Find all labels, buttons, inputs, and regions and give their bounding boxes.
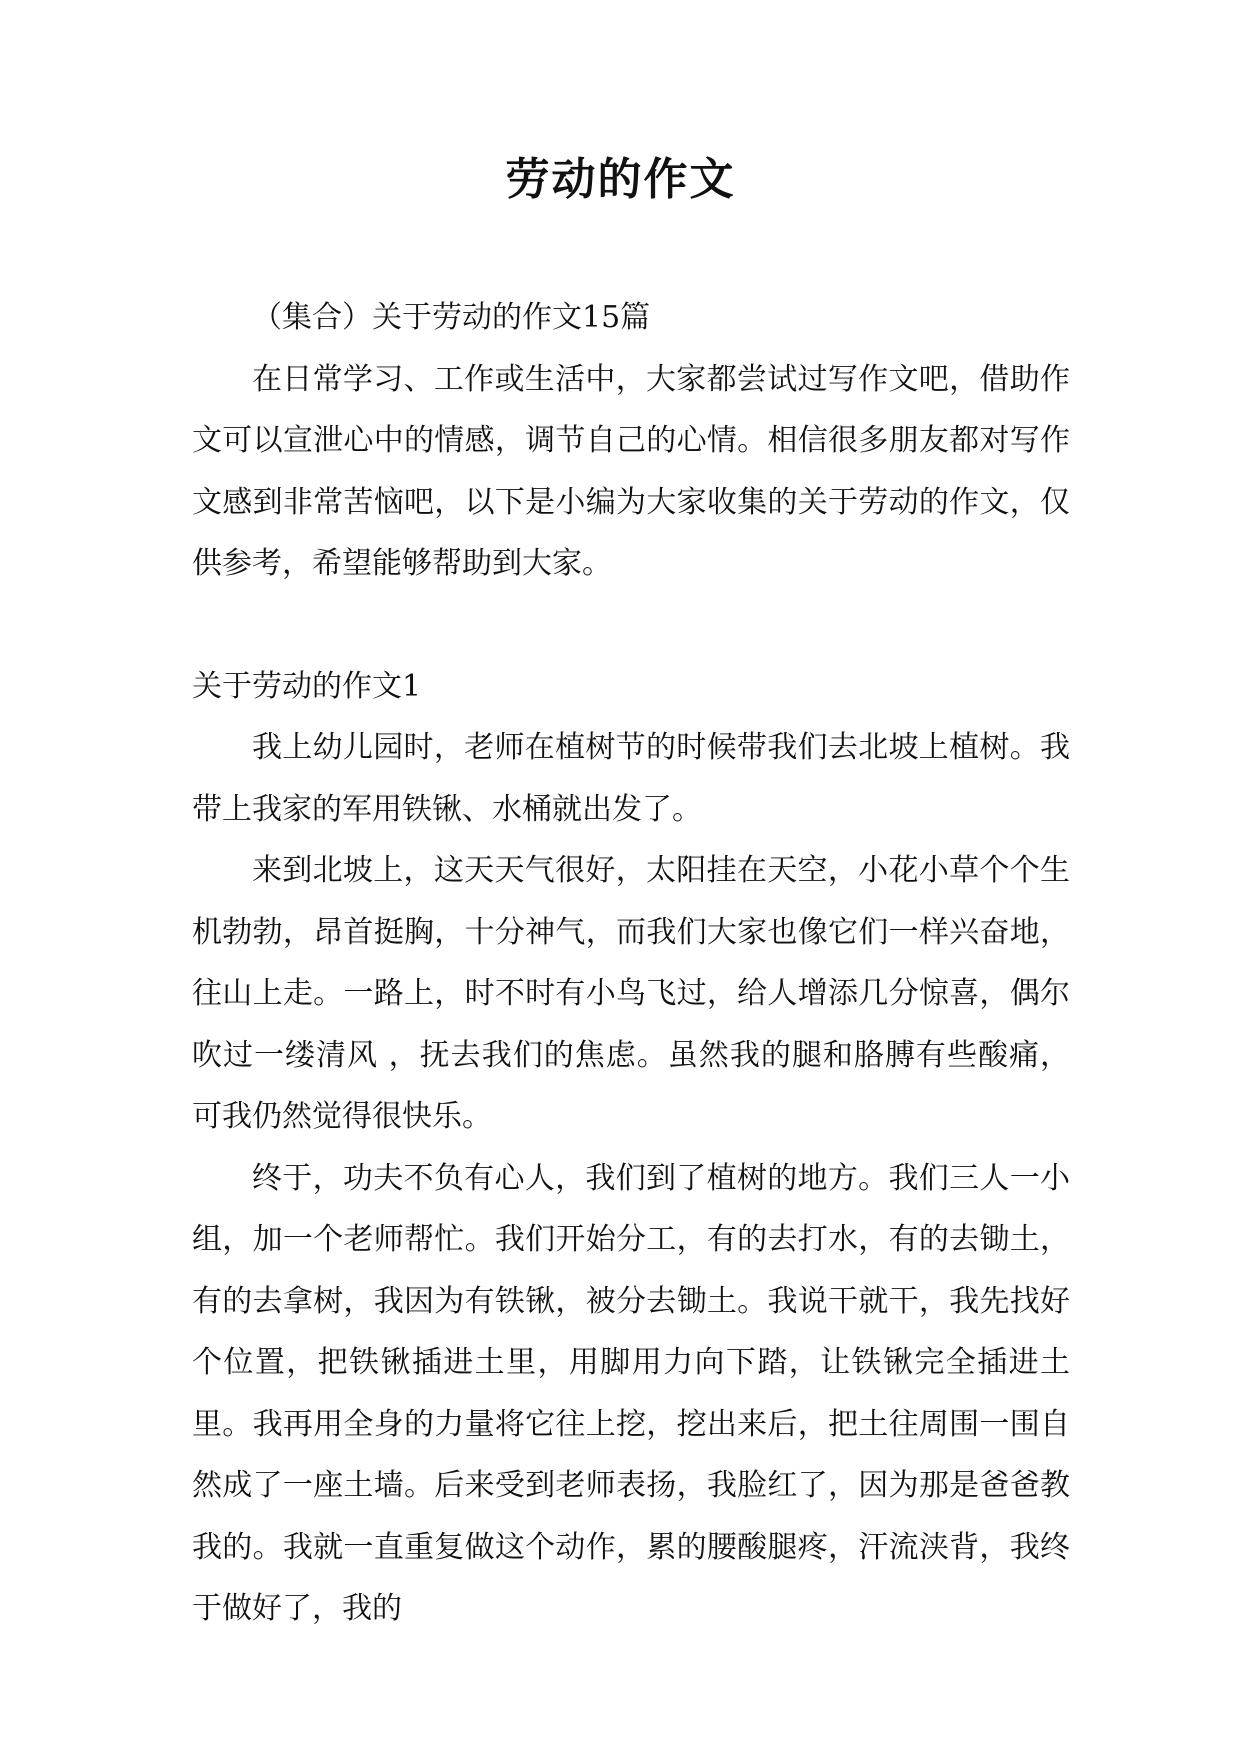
body-paragraph-1: 我上幼儿园时，老师在植树节的时候带我们去北坡上植树。我带上我家的军用铁锹、水桶就出发了。 bbox=[192, 730, 1070, 827]
body-paragraph-2: 来到北坡上，这天天气很好，太阳挂在天空，小花小草个个生机勃勃，昂首挺胸，十分神气，而我们大家也像它们一样兴奋地，往山上走。一路上，时不时有小鸟飞过，给人增添几分惊喜，偶尔 吹过一缕清风 ，抚去我们的焦虑。虽然我的腿和胳膊有些酸痛，可我仍然觉得很快乐。 bbox=[192, 853, 1070, 1134]
document-body bbox=[192, 287, 1070, 1640]
document-title: 劳动的作文 bbox=[505, 154, 736, 205]
intro-paragraph: 在日常学习、工作或生活中，大家都尝试过写作文吧，借助作文可以宣泄心中的情感，调节自己的心情。相信很多朋友都对写作文感到非常苦恼吧，以下是小编为大家收集的关于劳动的作文，仅供参考，希望能够帮助到大家。 bbox=[192, 361, 1070, 581]
document-subtitle: （集合）关于劳动的作文15篇 bbox=[252, 300, 651, 335]
section-heading: 关于劳动的作文1 bbox=[192, 668, 422, 704]
body-paragraph-3: 终于，功夫不负有心人，我们到了植树的地方。我们三人一小组，加一个老师帮忙。我们开始分工，有的去打水，有的去锄土，有的去拿树，我因为有铁锹，被分去锄土。我说干就干，我先找好个位置，把铁锹插进土里，用脚用力向下踏，让铁锹完全插进土里。我再用全身的力量将它往上挖，挖出来后，把土往周围一围自然成了一座土墙。后来受到老师表扬，我脸红了，因为那是爸爸教我的。我就一直重复做这个动作，累的腰酸腿疼，汗流浃背，我终于做好了，我的 bbox=[192, 1160, 1070, 1626]
